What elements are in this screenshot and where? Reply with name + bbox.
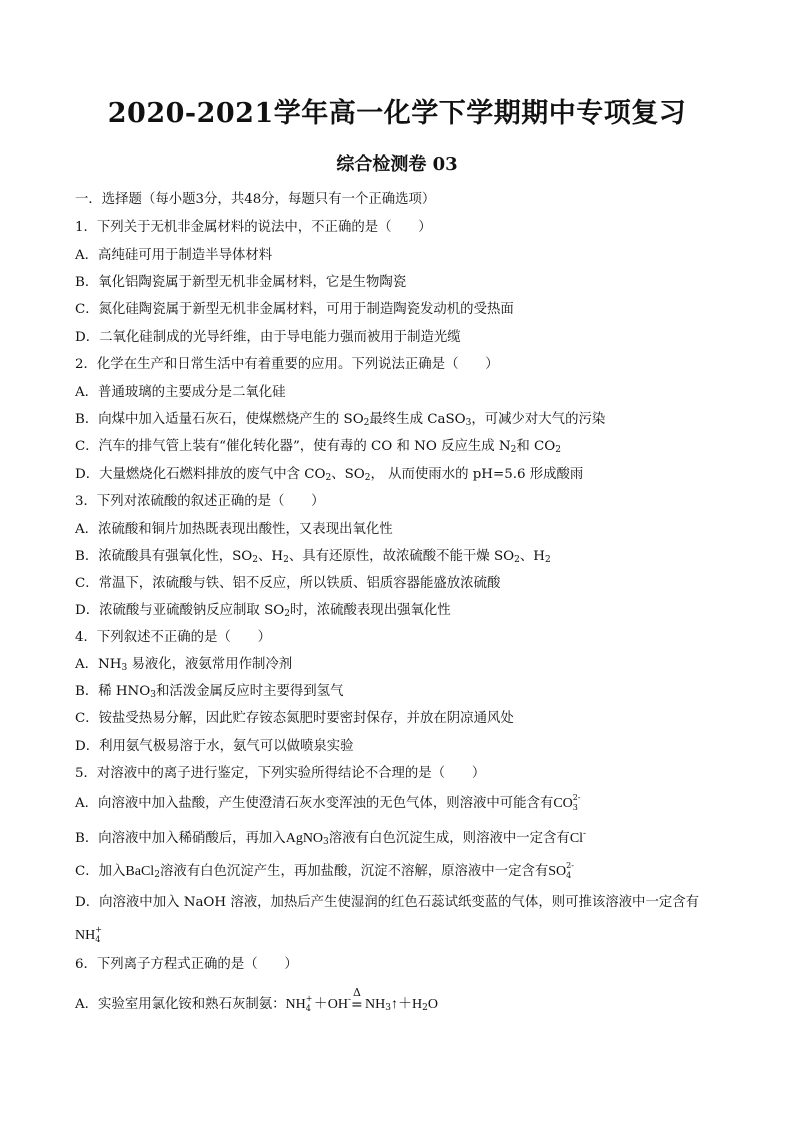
q1-option-c: C．氮化硅陶瓷属于新型无机非金属材料，可用于制造陶瓷发动机的受热面 — [75, 302, 514, 317]
q3-b-text2: 、H — [258, 549, 284, 564]
q6-stem: 6．下列离子方程式正确的是（ ） — [75, 957, 298, 972]
sulfate-ion: SO — [548, 864, 567, 879]
subscript: 3 — [465, 418, 472, 428]
q4-a-text2: 易液化，液氨常用作制冷剂 — [127, 657, 293, 672]
ion-charge: + 4 — [95, 925, 102, 944]
q4-option-d: D．利用氨气极易溶于水，氨气可以做喷泉实验 — [75, 739, 354, 754]
q4-stem: 4．下列叙述不正确的是（ ） — [75, 630, 271, 645]
q1-stem: 1．下列关于无机非金属材料的说法中，不正确的是（ ） — [75, 220, 432, 235]
q2-b-text3: ，可减少对大气的污染 — [471, 412, 606, 427]
q3-option-a: A．浓硫酸和铜片加热既表现出酸性，又表现出氧化性 — [75, 522, 393, 537]
q2-c-text2: 和 CO — [516, 439, 556, 454]
subscript: 3 — [121, 663, 128, 673]
q3-b-text4: 、H — [519, 549, 545, 564]
subscript: 3 — [150, 690, 156, 700]
ammonium-ion: NH — [75, 928, 96, 943]
hydroxide-term: ＋OH — [313, 997, 348, 1012]
q5-option-d-cont — [75, 926, 755, 946]
q6-option-a — [75, 986, 755, 1015]
subscript: 3 — [323, 837, 329, 847]
q3-stem: 3．下列对浓硫酸的叙述正确的是（ ） — [75, 494, 325, 509]
q3-b-text3: 、具有还原性，故浓硫酸不能干燥 SO — [288, 549, 515, 564]
q2-option-d — [75, 465, 755, 485]
ammonia-product: NH — [365, 997, 386, 1012]
q5-a-text: A．向溶液中加入盐酸，产生使澄清石灰水变浑浊的无色气体，则溶液中可能含有 — [75, 796, 554, 811]
ion-charge: 2- 4 — [566, 861, 574, 880]
q4-a-text1: A．NH — [75, 657, 122, 672]
q1-option-a: A．高纯硅可用于制造半导体材料 — [75, 248, 273, 263]
q4-option-b — [75, 682, 755, 702]
subscript: 2 — [510, 445, 517, 455]
subscript: 2 — [325, 473, 332, 483]
q2-stem: 2．化学在生产和日常生活中有着重要的应用。下列说法正确是（ ） — [75, 357, 499, 372]
subscript: 2 — [363, 418, 370, 428]
section-heading: 一．选择题（每小题3分，共48分，每题只有一个正确选项） — [75, 192, 436, 207]
subscript: 2 — [252, 555, 259, 565]
q4-b-text2: 和活泼金属反应时主要得到氢气 — [156, 684, 344, 699]
q5-stem: 5．对溶液中的离子进行鉴定，下列实验所得结论不合理的是（ ） — [75, 766, 486, 781]
heat-condition-sign: Δ = — [351, 986, 363, 1013]
subscript: 2 — [544, 555, 551, 565]
ion-charge: + 4 — [305, 994, 313, 1013]
q5-b-text2: 溶液有白色沉淀生成，则溶液中一定含有 — [328, 831, 570, 846]
q5-b-text1: B．向溶液中加入稀硝酸后，再加入 — [75, 831, 286, 846]
q1-option-b: B．氧化铝陶瓷属于新型无机非金属材料，它是生物陶瓷 — [75, 275, 407, 290]
q2-b-text1: B．向煤中加入适量石灰石，使煤燃烧产生的 SO — [75, 412, 364, 427]
q1-option-d: D．二氧化硅制成的光导纤维，由于导电能力强而被用于制造光缆 — [75, 330, 461, 345]
q3-option-d — [75, 601, 755, 621]
ion-charge: 2- 3 — [572, 793, 581, 812]
q2-d-text3: ， 从而使雨水的 pH=5.6 形成酸雨 — [370, 467, 584, 482]
q5-option-a — [75, 794, 755, 814]
superscript: - — [583, 829, 587, 839]
q4-option-a — [75, 655, 755, 675]
q2-d-text2: 、SO — [331, 467, 365, 482]
ammonium-ion: NH — [285, 997, 306, 1012]
q5-c-text2: 溶液有白色沉淀产生，再加盐酸，沉淀不溶解，原溶液中一定含有 — [159, 864, 549, 879]
gas-arrow-plus-water: ↑＋H — [391, 997, 423, 1012]
carbonate-ion: CO — [553, 796, 573, 811]
superscript: - — [348, 995, 352, 1005]
q2-b-text2: 最终生成 CaSO — [369, 412, 466, 427]
q2-option-b — [75, 410, 755, 430]
q6-a-text: A．实验室用氯化铵和熟石灰制氨： — [75, 997, 286, 1012]
q5-option-b — [75, 829, 755, 849]
q4-option-c: C．铵盐受热易分解，因此贮存铵态氮肥时要密封保存，并放在阴凉通风处 — [75, 711, 514, 726]
q3-d-text1: D．浓硫酸与亚硫酸钠反应制取 SO — [75, 603, 285, 618]
q3-b-text1: B．浓硫酸具有强氧化性，SO — [75, 549, 253, 564]
subscript: 2 — [514, 555, 520, 565]
document-title: 2020-2021学年高一化学下学期期中专项复习 — [107, 98, 687, 129]
silver-nitrate: AgNO — [285, 831, 324, 846]
q3-option-c: C．常温下，浓硫酸与铁、铝不反应，所以铁质、铝质容器能盛放浓硫酸 — [75, 576, 501, 591]
q3-option-b — [75, 547, 755, 567]
q2-d-text1: D．大量燃烧化石燃料排放的废气中含 CO — [75, 467, 326, 482]
subscript: 2 — [283, 555, 289, 565]
q2-option-a: A．普通玻璃的主要成分是二氧化硅 — [75, 385, 286, 400]
subscript: 2 — [284, 609, 290, 619]
chloride-ion: Cl — [569, 831, 584, 846]
q5-option-d: D．向溶液中加入 NaOH 溶液，加热后产生使湿润的红色石蕊试纸变蓝的气体，则可推该溶液中一定含有 — [75, 895, 700, 910]
subscript: 2 — [422, 1003, 428, 1013]
subscript: 2 — [555, 445, 561, 455]
water-oxygen: O — [427, 997, 438, 1012]
q3-d-text2: 时，浓硫酸表现出强氧化性 — [289, 603, 451, 618]
q2-c-text1: C．汽车的排气管上装有“催化转化器”，使有毒的 CO 和 NO 反应生成 N — [75, 439, 511, 454]
subscript: 2 — [154, 870, 160, 880]
subscript: 2 — [364, 473, 371, 483]
q4-b-text1: B．稀 HNO — [75, 684, 151, 699]
document-subtitle: 综合检测卷 03 — [336, 154, 458, 175]
q5-option-c — [75, 862, 755, 882]
barium-chloride: BaCl — [125, 864, 155, 879]
q2-option-c — [75, 437, 755, 457]
q5-c-text1: C．加入 — [75, 864, 126, 879]
subscript: 3 — [385, 1003, 392, 1013]
